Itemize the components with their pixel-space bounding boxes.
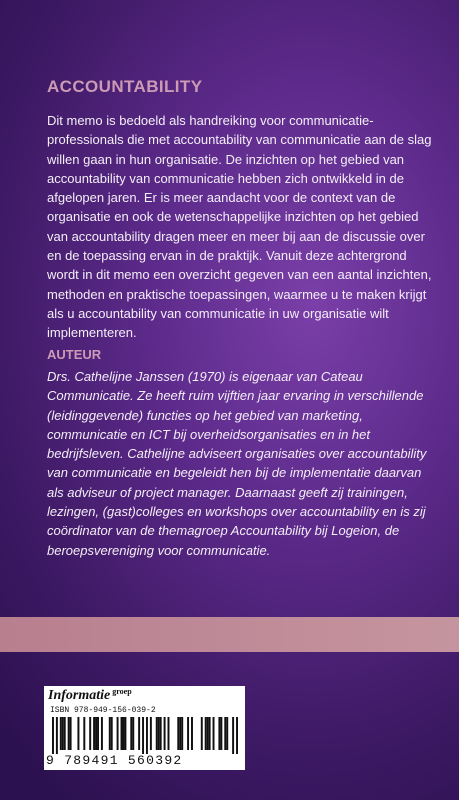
barcode-bar bbox=[122, 717, 124, 750]
cover-title: ACCOUNTABILITY bbox=[47, 77, 203, 96]
barcode-bar bbox=[168, 717, 170, 750]
barcode-bar bbox=[101, 717, 103, 750]
barcode-bar bbox=[156, 717, 158, 750]
barcode-bar bbox=[124, 717, 126, 750]
barcode-bar bbox=[62, 717, 64, 750]
barcode-bar bbox=[52, 717, 54, 754]
decorative-band bbox=[0, 617, 459, 652]
barcode-bar bbox=[224, 717, 226, 750]
barcode-bar bbox=[109, 717, 111, 750]
barcode-bar bbox=[70, 717, 72, 750]
barcode-bar bbox=[201, 717, 203, 750]
author-heading: AUTEUR bbox=[47, 347, 102, 362]
barcode-bar bbox=[220, 717, 222, 750]
barcode-bar bbox=[218, 717, 220, 750]
isbn-label: ISBN 978-949-156-039-2 bbox=[50, 706, 156, 715]
barcode-bar bbox=[236, 717, 238, 754]
barcode-bar bbox=[83, 717, 85, 750]
barcode-bar bbox=[213, 717, 215, 750]
barcode-bar bbox=[138, 717, 140, 750]
barcode-bar bbox=[205, 717, 207, 750]
barcode-bar bbox=[130, 717, 132, 750]
author-bio: Drs. Cathelijne Janssen (1970) is eigenaar van Cateau Communicatie. Ze heeft ruim vijftien jaar ervaring in verschillende (leidinggevende) functies op het gebied van marketing, communicatie en ICT bij overheidsorganisaties en in het bedrijfsleven. Cathelijne adviseert organisaties over accountability van communicatie en begeleidt hen bij de implementatie daarvan als adviseur of project manager. Daarnaast geeft zij trainingen, lezingen, (gast)colleges en workshops over accountability en is zij coördinator van de themagroep Accountability bij Logeion, de beroepsvereniging voor communicatie. bbox=[47, 369, 427, 558]
barcode-panel bbox=[44, 686, 245, 770]
barcode-bar bbox=[64, 717, 66, 750]
barcode-bar bbox=[132, 717, 134, 750]
barcode-bar bbox=[77, 717, 79, 750]
barcode-bar bbox=[164, 717, 166, 750]
barcode-bar bbox=[179, 717, 181, 750]
ean-digits: 9 789491 560392 bbox=[46, 753, 183, 768]
barcode-bar bbox=[117, 717, 119, 750]
barcode-bar bbox=[207, 717, 209, 750]
barcode-bar bbox=[95, 717, 97, 750]
barcode-bar bbox=[89, 717, 91, 750]
barcode-bar bbox=[56, 717, 58, 754]
barcode-bar bbox=[97, 717, 99, 750]
barcode-bar bbox=[209, 717, 211, 750]
barcode-bar bbox=[177, 717, 179, 750]
barcode-bar bbox=[146, 717, 148, 754]
barcode-bar bbox=[232, 717, 234, 754]
barcode-bar bbox=[93, 717, 95, 750]
barcode-bar bbox=[150, 717, 152, 750]
publisher-logo bbox=[48, 687, 132, 704]
barcode-bar bbox=[111, 717, 113, 750]
cover-description: Dit memo is bedoeld als handreiking voor communicatie-professionals die met accountability van communicatie aan de slag willen gaan in hun organisatie. De inzichten op het gebied van accountability van communicatie hebben zich ontwikkeld in de afgelopen jaren. Er is meer aandacht voor de context van de organisatie en ook de wetenschappelijke inzichten op het gebied van accountability dragen meer en meer bij aan de discussie over en de toepassing ervan in de praktijk. Vanuit deze achtergrond wordt in dit memo een overzicht gegeven van een aantal inzichten, methoden en praktische toepassingen, waarmee u te maken krijgt als u accountability van communicatie in uw organisatie wilt implementeren. bbox=[47, 113, 432, 341]
barcode-bar bbox=[158, 717, 160, 750]
barcode-bar bbox=[121, 717, 123, 750]
barcode-bar bbox=[68, 717, 70, 750]
barcode-bar bbox=[226, 717, 228, 750]
barcode-bar bbox=[60, 717, 62, 750]
publisher-name: Informatie bbox=[48, 688, 111, 703]
barcode-bar bbox=[191, 717, 193, 750]
publisher-suffix: groep bbox=[112, 687, 132, 696]
ean-barcode bbox=[52, 717, 238, 754]
barcode-bar bbox=[160, 717, 162, 750]
barcode-bar bbox=[187, 717, 189, 750]
barcode-bar bbox=[142, 717, 144, 754]
barcode-bar bbox=[181, 717, 183, 750]
